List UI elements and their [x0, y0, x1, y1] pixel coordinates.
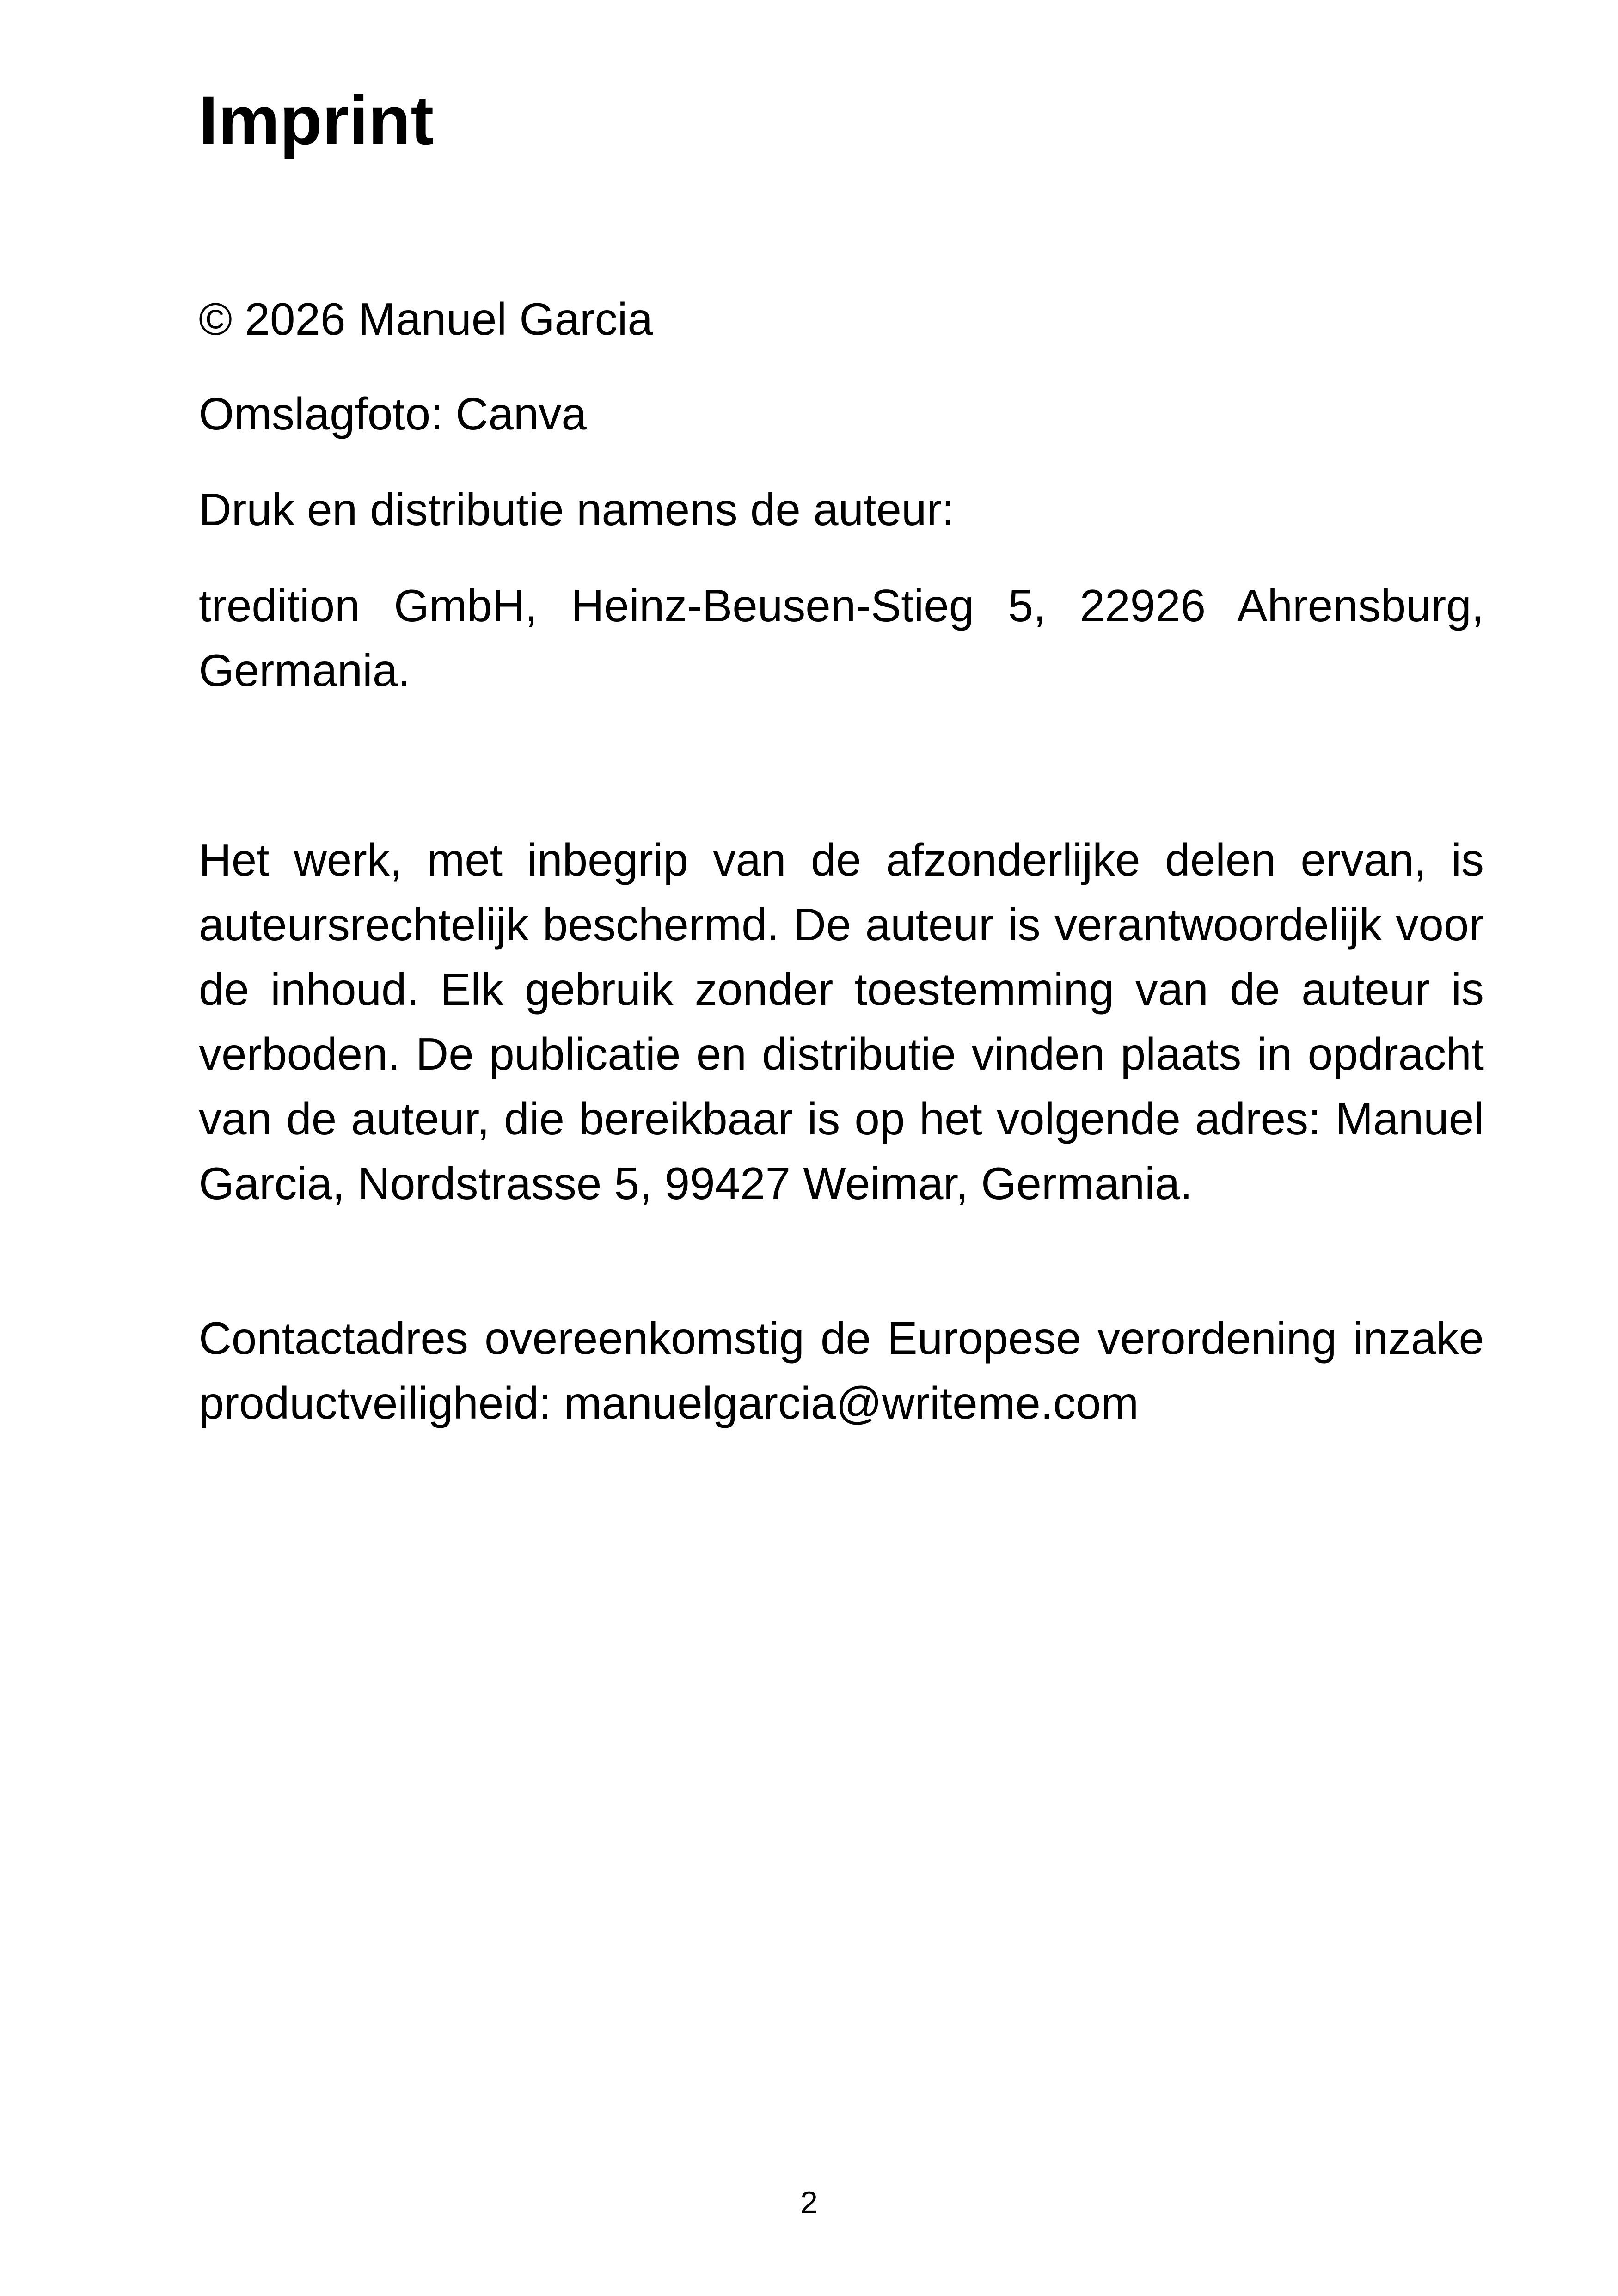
print-distribution-line: Druk en distributie namens de auteur: [199, 484, 955, 535]
publisher-address: tredition GmbH, Heinz-Beusen-Stieg 5, 22926 Ahrensburg, Germania. [199, 580, 1484, 696]
rights-notice: Het werk, met inbegrip van de afzonderlijke delen ervan, is auteursrechtelijk beschermd. De auteur is verantwoordelijk voor de inhoud. Elk gebruik zonder toestemming van de auteur is verboden. De publicatie en distributie vinden plaats in opdracht van de auteur, die bereikbaar is op het volgende adres: Manuel Garcia, Nordstrasse 5, 99427 Weimar, Germania. [199, 834, 1484, 1209]
contact-notice: Contactadres overeenkomstig de Europese verordening inzake productveiligheid: manuelgarcia@writeme.com [199, 1313, 1484, 1428]
copyright-line: © 2026 Manuel Garcia [199, 294, 653, 344]
page-title: Imprint [199, 81, 434, 159]
page-number: 2 [800, 2185, 818, 2220]
cover-photo-credit: Omslagfoto: Canva [199, 388, 587, 439]
